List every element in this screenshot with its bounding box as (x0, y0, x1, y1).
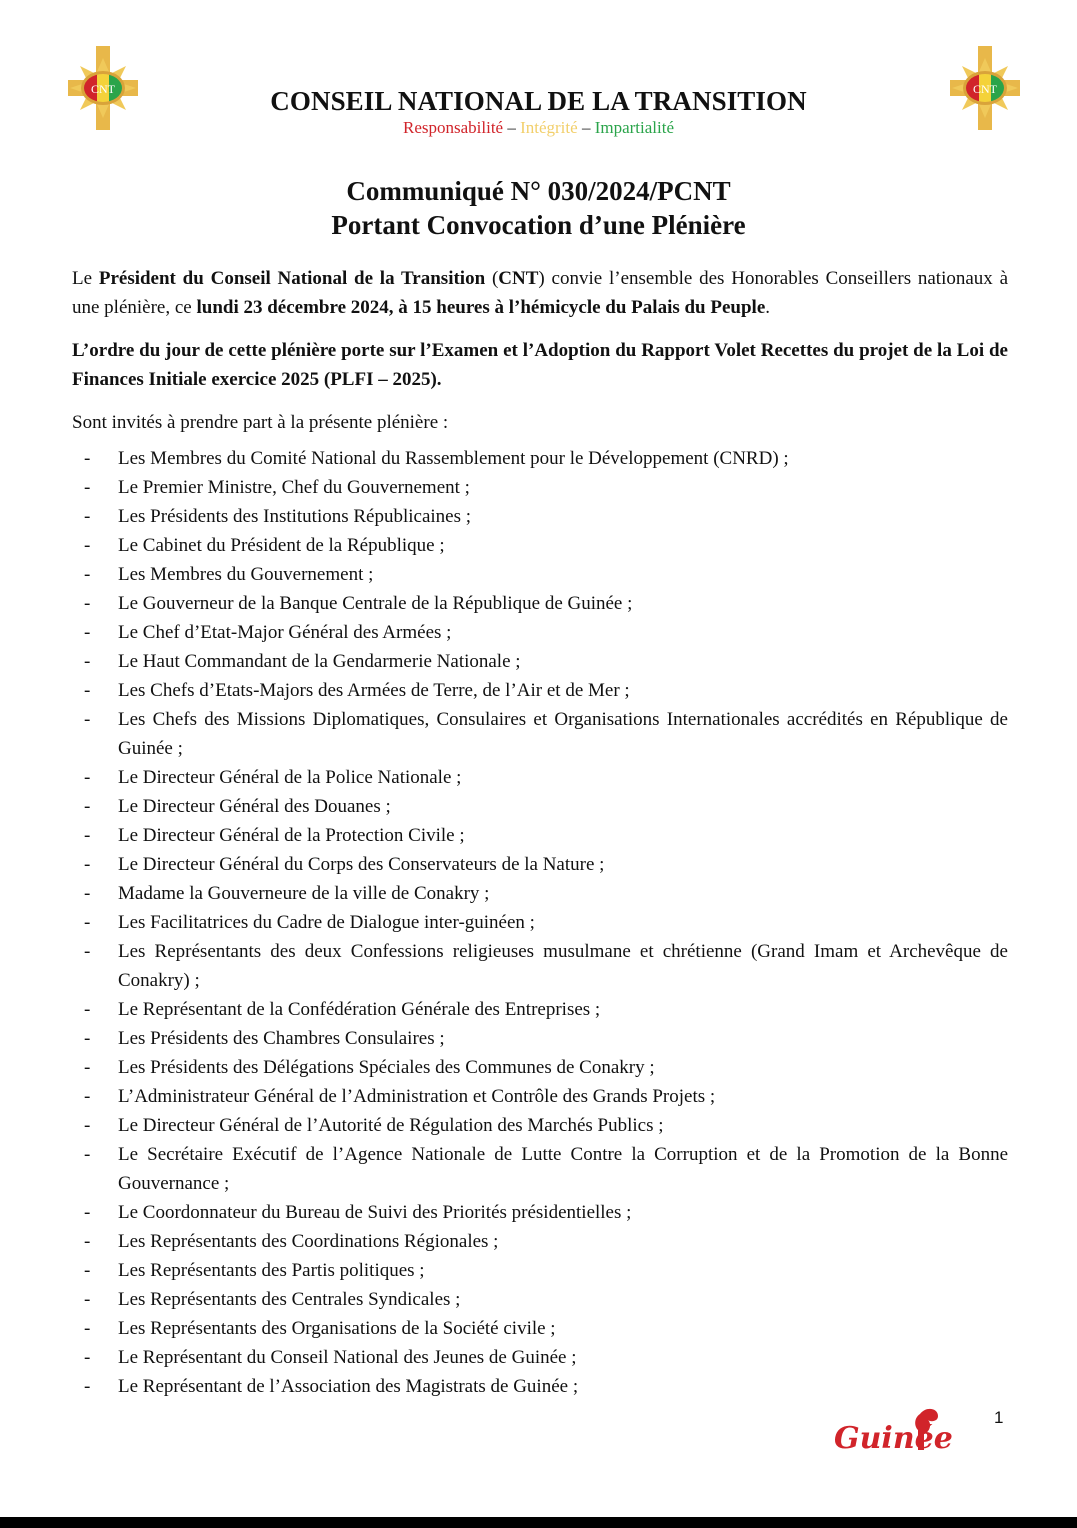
bullet-dash: - (84, 680, 91, 701)
invitee-text: Les Représentants des deux Confessions religieuses musulmane et chrétienne (Grand Imam et Archevêque de Conakry) ; (118, 941, 1008, 991)
invitee-item (72, 589, 1008, 618)
bullet-dash: - (84, 506, 91, 527)
invitee-text: Les Représentants des Centrales Syndicales ; (118, 1289, 461, 1310)
invitee-text: Les Présidents des Délégations Spéciales des Communes de Conakry ; (118, 1057, 655, 1078)
invitee-text: Le Gouverneur de la Banque Centrale de la République de Guinée ; (118, 593, 633, 614)
bullet-dash: - (84, 448, 91, 469)
motto-impartialite: Impartialité (594, 118, 674, 137)
president-title: Président du Conseil National de la Transition (98, 268, 486, 289)
bullet-dash: - (84, 1376, 91, 1397)
invitee-item (72, 705, 1008, 763)
motto-integrite: Intégrité (520, 118, 578, 137)
invitee-item (72, 676, 1008, 705)
motto-separator: – (503, 118, 521, 137)
bullet-dash: - (84, 651, 91, 672)
bullet-dash: - (84, 999, 91, 1020)
invitee-item (72, 618, 1008, 647)
motto (0, 117, 1077, 139)
invitee-text: Le Directeur Général de l’Autorité de Régulation des Marchés Publics ; (118, 1115, 664, 1136)
cnt-acronym: CNT (498, 268, 539, 289)
bullet-dash: - (84, 1028, 91, 1049)
cnt-logo-text: CNT (91, 82, 115, 96)
invitee-item (72, 1198, 1008, 1227)
text: ) convie l’ensemble des Honorables Conseillers nationaux à une plénière, ce (72, 268, 1009, 318)
invitee-item (72, 1256, 1008, 1285)
invitee-text: Le Cabinet du Président de la République ; (118, 535, 445, 556)
bottom-bar (0, 1517, 1077, 1528)
bullet-dash: - (84, 941, 91, 962)
bullet-dash: - (84, 912, 91, 933)
page-number: 1 (994, 1408, 1004, 1427)
invitees-list (72, 444, 1008, 1401)
invitee-text: Le Coordonnateur du Bureau de Suivi des Priorités présidentielles ; (118, 1202, 632, 1223)
bullet-dash: - (84, 535, 91, 556)
invitee-item (72, 1343, 1008, 1372)
text: . (765, 297, 771, 318)
invitee-text: Le Premier Ministre, Chef du Gouvernement ; (118, 477, 470, 498)
meeting-datetime-location: lundi 23 décembre 2024, à 15 heures à l’hémicycle du Palais du Peuple (196, 297, 766, 318)
invitee-item (72, 1140, 1008, 1198)
motto-separator: – (577, 118, 595, 137)
invitee-item (72, 1111, 1008, 1140)
bullet-dash: - (84, 854, 91, 875)
text: ( (485, 268, 499, 289)
bullet-dash: - (84, 1144, 91, 1165)
invitee-item (72, 879, 1008, 908)
convocation-paragraph (72, 264, 1008, 322)
invitee-text: Les Présidents des Chambres Consulaires ; (118, 1028, 445, 1049)
invitee-text: Les Représentants des Partis politiques ; (118, 1260, 425, 1281)
agenda-paragraph: L’ordre du jour de cette plénière porte sur l’Examen et l’Adoption du Rapport Volet Recettes du projet de la Loi de Finances Initiale exercice 2025 (PLFI – 2025). (72, 340, 1008, 390)
bullet-dash: - (84, 1115, 91, 1136)
invitee-text: Les Représentants des Organisations de la Société civile ; (118, 1318, 556, 1339)
invitee-text: Le Représentant de l’Association des Magistrats de Guinée ; (118, 1376, 579, 1397)
invitee-item (72, 850, 1008, 879)
communique-subject: Portant Convocation d’une Plénière (331, 210, 746, 240)
invitee-text: Madame la Gouverneure de la ville de Conakry ; (118, 883, 490, 904)
invitee-text: Les Présidents des Institutions Républicaines ; (118, 506, 472, 527)
invitee-text: Les Chefs d’Etats-Majors des Armées de Terre, de l’Air et de Mer ; (118, 680, 630, 701)
invitee-item (72, 1372, 1008, 1401)
invitee-text: Les Membres du Comité National du Rassemblement pour le Développement (CNRD) ; (118, 448, 789, 469)
organization-title: CONSEIL NATIONAL DE LA TRANSITION (270, 86, 807, 116)
cnt-logo-text: CNT (973, 82, 997, 96)
bullet-dash: - (84, 1260, 91, 1281)
bullet-dash: - (84, 1057, 91, 1078)
invitee-item (72, 763, 1008, 792)
invitee-item (72, 502, 1008, 531)
invitee-item (72, 1285, 1008, 1314)
bullet-dash: - (84, 709, 91, 730)
invitee-item (72, 821, 1008, 850)
guinee-brand-logo (834, 1406, 976, 1456)
bullet-dash: - (84, 796, 91, 817)
invitee-text: Le Représentant de la Confédération Générale des Entreprises ; (118, 999, 601, 1020)
invitee-text: Le Secrétaire Exécutif de l’Agence Nationale de Lutte Contre la Corruption et de la Promotion de la Bonne Gouvernance ; (118, 1144, 1008, 1194)
invitee-item (72, 647, 1008, 676)
bullet-dash: - (84, 767, 91, 788)
invitee-item (72, 1227, 1008, 1256)
invitee-item (72, 1024, 1008, 1053)
invitee-text: Les Facilitatrices du Cadre de Dialogue inter-guinéen ; (118, 912, 535, 933)
bullet-dash: - (84, 593, 91, 614)
invitee-item (72, 1082, 1008, 1111)
invitee-item (72, 1314, 1008, 1343)
bullet-dash: - (84, 1231, 91, 1252)
bullet-dash: - (84, 825, 91, 846)
guinee-logo-text: Guinée (834, 1421, 953, 1456)
invitee-item (72, 792, 1008, 821)
invitee-text: Les Représentants des Coordinations Régionales ; (118, 1231, 499, 1252)
invitee-item (72, 444, 1008, 473)
invitee-item (72, 1053, 1008, 1082)
bullet-dash: - (84, 477, 91, 498)
guinee-logo-icon (834, 1406, 976, 1456)
bullet-dash: - (84, 1086, 91, 1107)
bullet-dash: - (84, 622, 91, 643)
bullet-dash: - (84, 564, 91, 585)
invitee-text: Le Haut Commandant de la Gendarmerie Nationale ; (118, 651, 521, 672)
invitee-item (72, 908, 1008, 937)
communique-number: Communiqué N° 030/2024/PCNT (346, 176, 731, 206)
invitee-item (72, 995, 1008, 1024)
invitee-item (72, 531, 1008, 560)
communique-title (0, 174, 1077, 242)
invitee-text: Le Directeur Général du Corps des Conservateurs de la Nature ; (118, 854, 605, 875)
bullet-dash: - (84, 1289, 91, 1310)
invitee-item (72, 560, 1008, 589)
bullet-dash: - (84, 1202, 91, 1223)
invitee-text: Le Directeur Général de la Protection Civile ; (118, 825, 465, 846)
bullet-dash: - (84, 883, 91, 904)
bullet-dash: - (84, 1318, 91, 1339)
motto-responsabilite: Responsabilité (402, 118, 504, 137)
invitee-text: Les Chefs des Missions Diplomatiques, Consulaires et Organisations Internationales accrédités en République de Guinée ; (118, 709, 1008, 759)
invitee-text: L’Administrateur Général de l’Administration et Contrôle des Grands Projets ; (118, 1086, 716, 1107)
invitee-text: Les Membres du Gouvernement ; (118, 564, 374, 585)
invitee-text: Le Représentant du Conseil National des Jeunes de Guinée ; (118, 1347, 577, 1368)
invitee-text: Le Directeur Général des Douanes ; (118, 796, 391, 817)
bullet-dash: - (84, 1347, 91, 1368)
invitees-intro: Sont invités à prendre part à la présente plénière : (72, 412, 449, 433)
text: Le (72, 268, 99, 289)
invitee-item (72, 937, 1008, 995)
invitee-text: Le Chef d’Etat-Major Général des Armées ; (118, 622, 452, 643)
invitee-item (72, 473, 1008, 502)
invitee-text: Le Directeur Général de la Police Nationale ; (118, 767, 462, 788)
